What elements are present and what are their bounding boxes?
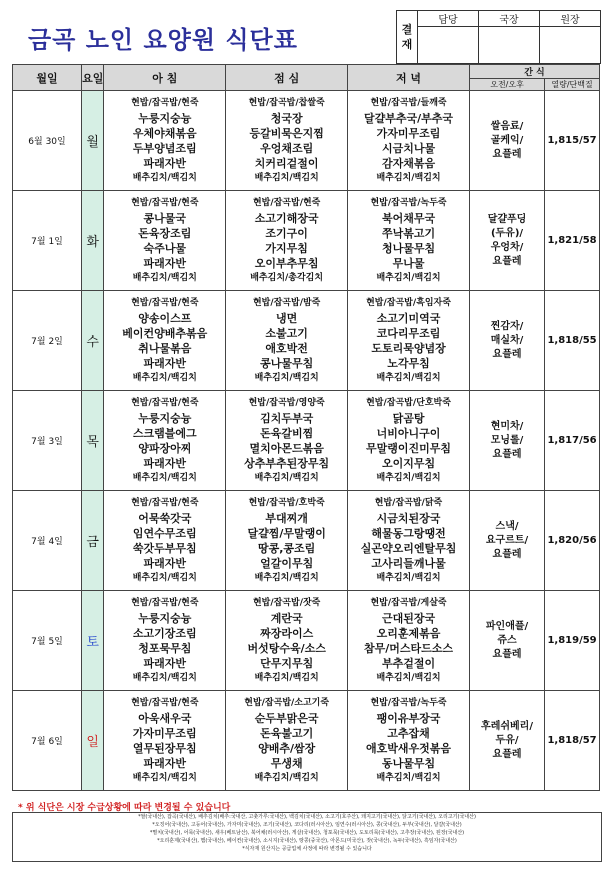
dish-item: 시금치된장국 [376, 511, 441, 525]
dish-item: 우엉채조림 [260, 141, 314, 155]
dish-item: 부대찌개 [265, 511, 308, 525]
dish-item: 배추김치/백김치 [376, 172, 441, 183]
approval-signature-box[interactable] [418, 27, 479, 64]
dinner-cell [348, 191, 470, 291]
lunch-cell [226, 291, 348, 391]
origin-line: *쌀(국내산), 잡곡(국내산), 배추김치(배추:국내산, 고춧가루:국내산), 백김치(국내산), 소고기(호주산), 돼지고기(국내산), 닭고기(국내산), 오리고기(국내산) [138, 814, 476, 820]
origin-line: *멸치(국내산), 어묵(국내산), 새우(베트남산), 북어채(러시아산), 게살(국내산), 청포묵(국내산), 도토리묵(국내산), 고추장(국내산), 된장(국내산) [149, 830, 465, 836]
dish-item: 닭곰탕 [392, 411, 425, 425]
dinner-cell [348, 491, 470, 591]
dish-item: 청국장 [270, 111, 303, 125]
dish-item: 스크램블에그 [132, 426, 197, 440]
dish-item: 현밥/잡곡밥/찹쌀죽 [248, 97, 325, 108]
snack-cell [469, 491, 544, 591]
snack-item: 요구르트/ [485, 534, 529, 546]
dish-item: 부추겉절이 [381, 656, 436, 670]
header-snack: 간 식 [469, 65, 599, 79]
header-lunch: 점 심 [226, 65, 348, 91]
day-cell: 금 [82, 491, 104, 591]
menu-body [13, 91, 600, 791]
breakfast-cell [104, 191, 226, 291]
snack-item: 스낵/ [495, 520, 519, 532]
dish-item: 등갈비묵은지찜 [249, 126, 324, 140]
approval-role: 원장 [540, 11, 601, 27]
dish-item: 현밥/잡곡밥/닭죽 [374, 497, 443, 508]
dish-item: 배추김치/백김치 [376, 372, 441, 383]
dish-item: 배추김치/백김치 [376, 572, 441, 583]
dish-item: 현밥/잡곡밥/소고기죽 [244, 697, 330, 708]
dish-item: 소고기장조림 [132, 626, 197, 640]
date-cell: 7월 4일 [13, 491, 82, 591]
dish-item: 배추김치/백김치 [132, 472, 197, 483]
dish-item: 북어채무국 [381, 211, 436, 225]
dish-item: 현밥/잡곡밥/현죽 [131, 397, 199, 408]
dish-item: 배추김치/백김치 [132, 572, 197, 583]
dish-item: 열무된장무침 [132, 741, 197, 755]
dish-item: 취나물볶음 [138, 341, 192, 355]
dish-item: 애호박전 [265, 341, 308, 355]
dish-item: 콩나물국 [143, 211, 187, 225]
dish-item: 현밥/잡곡밥/흑임자죽 [366, 297, 451, 308]
header-snack-time: 오전/오후 [469, 79, 544, 91]
dish-item: 배추김치/백김치 [132, 372, 197, 383]
day-row [13, 491, 600, 591]
calorie-cell: 1,819/59 [545, 591, 600, 691]
dish-item: 배추김치/백김치 [132, 672, 197, 683]
dish-item: 현밥/잡곡밥/들깨죽 [370, 97, 447, 108]
dish-item: 오이지무침 [381, 456, 436, 470]
dish-item: 우체야채볶음 [132, 126, 197, 140]
snack-cell [469, 691, 544, 791]
breakfast-cell [104, 691, 226, 791]
dish-item: 배추김치/백김치 [376, 272, 441, 283]
dish-item: 양파장아찌 [138, 441, 192, 455]
dish-item: 해물동그랑땡전 [371, 526, 446, 540]
dish-item: 쭈낙볶고기 [381, 226, 436, 240]
dish-item: 배추김치/백김치 [254, 672, 319, 683]
snack-cell [469, 391, 544, 491]
dish-item: 소고기미역국 [376, 311, 441, 325]
dish-item: 현밥/잡곡밥/영양죽 [248, 397, 325, 408]
dish-item: 파래자반 [143, 156, 187, 170]
dish-item: 애호박새우젓볶음 [366, 741, 452, 755]
dish-item: 현밥/잡곡밥/현죽 [131, 97, 199, 108]
snack-cell [469, 191, 544, 291]
dish-item: 배추김치/백김치 [132, 272, 197, 283]
dish-item: 짜장라이스 [260, 626, 314, 640]
snack-item: 골케익/ [490, 134, 524, 146]
snack-item: 두유/ [495, 734, 519, 746]
snack-item: 달걀푸딩 [487, 213, 527, 225]
date-cell: 7월 6일 [13, 691, 82, 791]
snack-cell [469, 91, 544, 191]
dish-item: 고추잡채 [387, 726, 430, 740]
snack-item: 요플레 [492, 648, 522, 660]
dish-item: 가자미무조림 [376, 126, 441, 140]
dish-item: 현밥/잡곡밥/현죽 [131, 297, 199, 308]
lunch-cell [226, 591, 348, 691]
dish-item: 청포묵무침 [138, 641, 192, 655]
date-cell: 6월 30일 [13, 91, 82, 191]
header-dinner: 저 녁 [348, 65, 470, 91]
lunch-cell [226, 391, 348, 491]
dish-item: 달걀찜/무말랭이 [247, 526, 326, 540]
day-row [13, 191, 600, 291]
breakfast-cell [104, 291, 226, 391]
dish-item: 버섯탕수육/소스 [247, 641, 326, 655]
dish-item: 너비아니구이 [376, 426, 441, 440]
snack-item: 후레쉬베리/ [481, 720, 533, 732]
breakfast-cell [104, 91, 226, 191]
day-row [13, 391, 600, 491]
header-breakfast: 아 침 [104, 65, 226, 91]
calorie-cell: 1,815/57 [545, 91, 600, 191]
dish-item: 고사리들깨나물 [371, 556, 446, 570]
header-day: 요일 [82, 65, 104, 91]
dish-item: 냉면 [276, 311, 298, 325]
calorie-cell: 1,820/56 [545, 491, 600, 591]
dish-item: 현밥/잡곡밥/단호박죽 [366, 397, 451, 408]
snack-item: 요플레 [492, 148, 522, 160]
dish-item: 동나물무침 [381, 756, 436, 770]
dish-item: 현밥/잡곡밥/녹두죽 [370, 697, 447, 708]
dish-item: 배추김치/백김치 [254, 472, 319, 483]
snack-item: 요플레 [492, 748, 522, 760]
dish-item: 배추김치/백김치 [132, 172, 197, 183]
dish-item: 파래자반 [143, 656, 187, 670]
snack-item: 쥬스 [497, 634, 517, 646]
snack-item: 매실차/ [490, 334, 524, 346]
dish-item: 양배추/쌈장 [258, 741, 316, 755]
dish-item: 오리훈제볶음 [376, 626, 441, 640]
dish-item: 도토리묵양념장 [371, 341, 446, 355]
dinner-cell [348, 391, 470, 491]
dish-item: 누룽지숭늉 [138, 111, 192, 125]
dish-item: 두부양념조림 [132, 141, 197, 155]
dish-item: 배추김치/백김치 [132, 772, 197, 783]
snack-cell [469, 591, 544, 691]
date-cell: 7월 3일 [13, 391, 82, 491]
dish-item: 코다리무조림 [376, 326, 441, 340]
header-date: 월일 [13, 65, 82, 91]
breakfast-cell [104, 491, 226, 591]
approval-role: 담당 [418, 11, 479, 27]
dish-item: 노각무침 [387, 356, 430, 370]
dish-item: 어묵쑥갓국 [138, 511, 192, 525]
dish-item: 순두부맑은국 [254, 711, 319, 725]
snack-item: 요플레 [492, 448, 522, 460]
dish-item: 참무/머스타드소스 [364, 641, 454, 655]
dish-item: 현밥/잡곡밥/잣죽 [252, 597, 321, 608]
dish-item: 무생채 [270, 756, 303, 770]
day-row [13, 691, 600, 791]
dish-item: 현밥/잡곡밥/현죽 [131, 197, 199, 208]
snack-item: 모닝롤/ [490, 434, 524, 446]
snack-item: 쌀음료/ [490, 120, 524, 132]
dish-item: 소고기해장국 [254, 211, 319, 225]
calorie-cell: 1,818/55 [545, 291, 600, 391]
day-cell: 일 [82, 691, 104, 791]
dish-item: 실곤약오리엔탈무침 [360, 541, 457, 555]
dish-item: 현밥/잡곡밥/현죽 [131, 697, 199, 708]
dish-item: 배추김치/백김치 [254, 172, 319, 183]
dish-item: 청나물무침 [381, 241, 436, 255]
day-row [13, 591, 600, 691]
dish-item: 누룽지숭늉 [138, 411, 192, 425]
dish-item: 가자미무조림 [132, 726, 197, 740]
dish-item: 배추김치/백김치 [254, 772, 319, 783]
dinner-cell [348, 591, 470, 691]
page-title: 금곡 노인 요양원 식단표 [28, 26, 298, 54]
dish-item: 배추김치/백김치 [376, 772, 441, 783]
calorie-cell: 1,818/57 [545, 691, 600, 791]
dish-item: 배추김치/백김치 [254, 572, 319, 583]
dish-item: 베이컨양배추볶음 [122, 326, 208, 340]
origin-info [12, 812, 602, 862]
day-cell: 수 [82, 291, 104, 391]
dish-item: 콩나물무침 [260, 356, 314, 370]
snack-item: 찐감자/ [490, 320, 524, 332]
lunch-cell [226, 691, 348, 791]
dish-item: 임연수무조림 [132, 526, 197, 540]
dish-item: 단무지무침 [260, 656, 314, 670]
dish-item: 김치두부국 [260, 411, 314, 425]
dinner-cell [348, 291, 470, 391]
breakfast-cell [104, 391, 226, 491]
dish-item: 파래자반 [143, 456, 187, 470]
approval-role: 국장 [479, 11, 540, 27]
approval-box [396, 10, 601, 64]
dish-item: 양송이스프 [138, 311, 192, 325]
dish-item: 누룽지숭늉 [138, 611, 192, 625]
notice-text: * 위 식단은 시장 수급상황에 따라 변경될 수 있습니다 [18, 803, 231, 813]
dish-item: 파래자반 [143, 756, 187, 770]
day-cell: 화 [82, 191, 104, 291]
dish-item: 팽이유부장국 [376, 711, 441, 725]
snack-item: 요플레 [492, 348, 522, 360]
date-cell: 7월 2일 [13, 291, 82, 391]
dish-item: 배추김치/총각김치 [250, 272, 324, 283]
dish-item: 파래자반 [143, 256, 187, 270]
dish-item: 가지무침 [265, 241, 308, 255]
day-cell: 목 [82, 391, 104, 491]
lunch-cell [226, 191, 348, 291]
dish-item: 무나물 [392, 256, 425, 270]
dinner-cell [348, 691, 470, 791]
dish-item: 배추김치/백김치 [254, 372, 319, 383]
dish-item: 현밥/잡곡밥/게살죽 [370, 597, 447, 608]
approval-label: 결재 [397, 11, 418, 64]
snack-item: 파인애플/ [485, 620, 529, 632]
dish-item: 파래자반 [143, 356, 187, 370]
dish-item: 현밥/잡곡밥/녹두죽 [370, 197, 447, 208]
date-cell: 7월 1일 [13, 191, 82, 291]
dish-item: 돈육갈비찜 [260, 426, 314, 440]
dish-item: 감자채볶음 [381, 156, 436, 170]
approval-signature-box[interactable] [479, 27, 540, 64]
dish-item: 현밥/잡곡밥/현죽 [131, 497, 199, 508]
dish-item: 시금치나물 [381, 141, 436, 155]
dish-item: 조기구이 [265, 226, 308, 240]
day-row [13, 291, 600, 391]
dish-item: 돈육불고기 [260, 726, 314, 740]
dish-item: 계란국 [270, 611, 303, 625]
dish-item: 치커리겉절이 [254, 156, 319, 170]
origin-line: *식자재 원산지는 공급업체 사정에 따라 변경될 수 있습니다 [242, 846, 372, 852]
dish-item: 달걀부추국/부추국 [364, 111, 454, 125]
lunch-cell [226, 91, 348, 191]
day-cell: 월 [82, 91, 104, 191]
dish-item: 현밥/잡곡밥/호박죽 [248, 497, 325, 508]
snack-item: 요플레 [492, 548, 522, 560]
day-cell: 토 [82, 591, 104, 691]
origin-line: *오리훈제(국내산), 햄(국내산), 베이컨(국내산), 소시지(국내산), 땅콩(중국산), 아몬드(미국산), 잣(국내산), 녹두(국내산), 흑임자(국내산) [157, 838, 457, 844]
snack-cell [469, 291, 544, 391]
origin-line: *오징어(국내산), 고등어(국내산), 가자미(국내산), 조기(국내산), 코다리(러시아산), 임연수(러시아산), 콩(국내산), 두부(국내산), 달걀(국내산) [152, 822, 462, 828]
dish-item: 배추김치/백김치 [376, 672, 441, 683]
dish-item: 현밥/잡곡밥/현죽 [131, 597, 199, 608]
calorie-cell: 1,817/56 [545, 391, 600, 491]
snack-item: 우엉차/ [490, 241, 524, 253]
dish-item: 상추부추된장무침 [244, 456, 330, 470]
header-calorie: 열량/단백질 [545, 79, 600, 91]
dish-item: 멸치아몬드볶음 [249, 441, 324, 455]
dish-item: 무말랭이진미무침 [366, 441, 452, 455]
lunch-cell [226, 491, 348, 591]
dinner-cell [348, 91, 470, 191]
snack-item: 현미차/ [490, 420, 524, 432]
dish-item: 쑥갓두부무침 [132, 541, 197, 555]
dish-item: 현밥/잡곡밥/현죽 [252, 197, 321, 208]
breakfast-cell [104, 591, 226, 691]
day-row [13, 91, 600, 191]
snack-item: 요플레 [492, 255, 522, 267]
dish-item: 땅콩,콩조림 [258, 541, 316, 555]
dish-item: 숙주나물 [143, 241, 187, 255]
dish-item: 얼갈이무침 [260, 556, 314, 570]
date-cell: 7월 5일 [13, 591, 82, 691]
snack-item: (두유)/ [490, 227, 524, 239]
approval-signature-box[interactable] [540, 27, 601, 64]
menu-table [12, 64, 600, 791]
dish-item: 소불고기 [265, 326, 308, 340]
dish-item: 아욱새우국 [138, 711, 192, 725]
dish-item: 근대된장국 [381, 611, 436, 625]
dish-item: 배추김치/백김치 [376, 472, 441, 483]
dish-item: 파래자반 [143, 556, 187, 570]
calorie-cell: 1,821/58 [545, 191, 600, 291]
dish-item: 오이부추무침 [254, 256, 319, 270]
dish-item: 돈육장조림 [138, 226, 192, 240]
dish-item: 현밥/잡곡밥/밤죽 [252, 297, 321, 308]
